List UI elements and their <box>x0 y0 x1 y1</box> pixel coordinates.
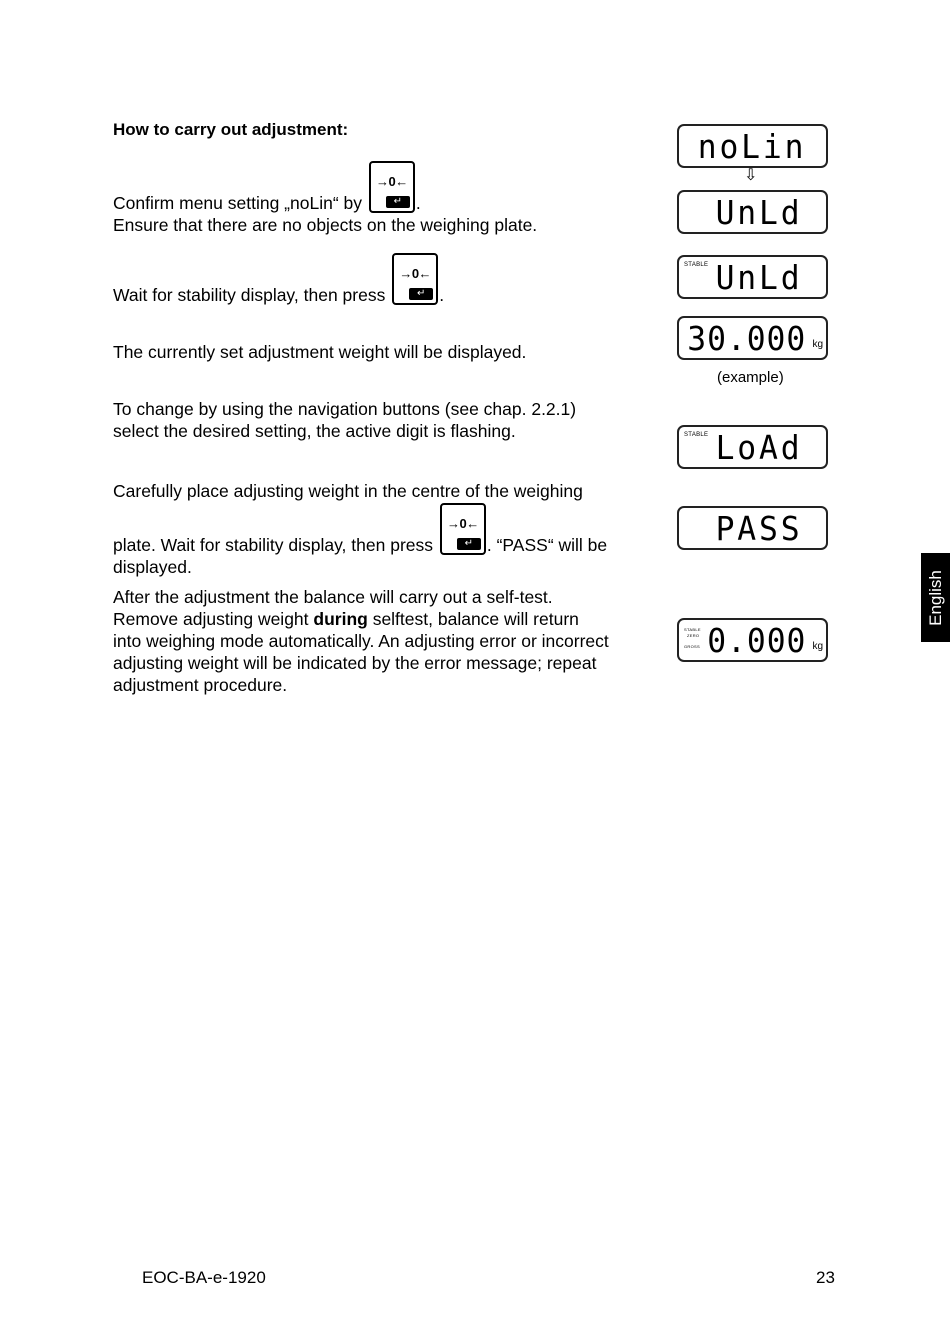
step-text: Wait for stability display, then press <box>113 285 386 305</box>
display-load <box>677 425 828 469</box>
zero-indicator: ZERO <box>687 633 700 638</box>
language-tab: English <box>921 553 950 642</box>
step-text: Confirm menu setting „noLin“ by <box>113 193 362 213</box>
zero-enter-key-icon: →0← ↵ <box>369 161 415 213</box>
emphasis-during: during <box>313 609 368 629</box>
display-readout: PASS <box>715 509 802 548</box>
display-unld <box>677 190 828 234</box>
zero-enter-key-icon: →0← ↵ <box>392 253 438 305</box>
step-weight-displayed <box>113 341 526 363</box>
display-unld-stable <box>677 255 828 299</box>
display-readout: 0.000 <box>706 621 806 660</box>
step-wait-stability: Wait for stability display, then press →0← ↵ . <box>113 253 444 306</box>
display-readout: noLin <box>697 127 806 166</box>
step-text: select the desired setting, the active digit is flashing. <box>113 421 516 441</box>
gross-indicator: GROSS <box>684 644 700 649</box>
section-heading: How to carry out adjustment: <box>113 120 349 139</box>
step-text: The currently set adjustment weight will be displayed. <box>113 342 527 362</box>
example-caption: (example) <box>717 369 784 386</box>
unit-label: kg <box>812 339 823 350</box>
step-text: displayed. <box>113 557 192 577</box>
footer-doc-code: EOC-BA-e-1920 <box>142 1268 266 1287</box>
step-place-weight <box>113 480 583 502</box>
stable-indicator: STABLE <box>684 432 709 438</box>
display-readout: 30.000 <box>687 319 806 358</box>
display-zero <box>677 618 828 662</box>
display-readout: UnLd <box>715 258 802 297</box>
step-place-weight-cont: plate. Wait for stability display, then press →0← ↵ . “PASS“ will be displayed. <box>113 503 607 578</box>
display-nolin <box>677 124 828 168</box>
display-readout: UnLd <box>715 193 802 232</box>
step-self-test: After the adjustment the balance will carry out a self-test. Remove adjusting weight during selftest, balance will return into weighing mode automatically. An adjusting error or incorrect adjusting weight will be indicated by the error message; repeat adjustment procedure. <box>113 587 609 695</box>
stable-indicator: STABLE <box>684 262 709 268</box>
step-text: Ensure that there are no objects on the weighing plate. <box>113 215 538 235</box>
footer-page-number: 23 <box>816 1268 835 1287</box>
step-confirm-nolin: Confirm menu setting „noLin“ by →0← ↵ . Ensure that there are no objects on the weighing plate. <box>113 161 537 236</box>
step-change-setting <box>113 398 576 442</box>
unit-label: kg <box>812 641 823 652</box>
display-readout: LoAd <box>715 428 802 467</box>
down-arrow-icon: ⇩ <box>744 167 758 184</box>
zero-enter-key-icon: →0← ↵ <box>440 503 486 555</box>
stable-indicator: STABLE <box>684 627 701 632</box>
display-pass <box>677 506 828 550</box>
display-adjust-weight <box>677 316 828 360</box>
step-text: To change by using the navigation buttons (see chap. 2.2.1) <box>113 399 577 419</box>
step-text: plate. Wait for stability display, then press <box>113 535 433 555</box>
step-text: Carefully place adjusting weight in the centre of the weighing <box>113 481 583 501</box>
